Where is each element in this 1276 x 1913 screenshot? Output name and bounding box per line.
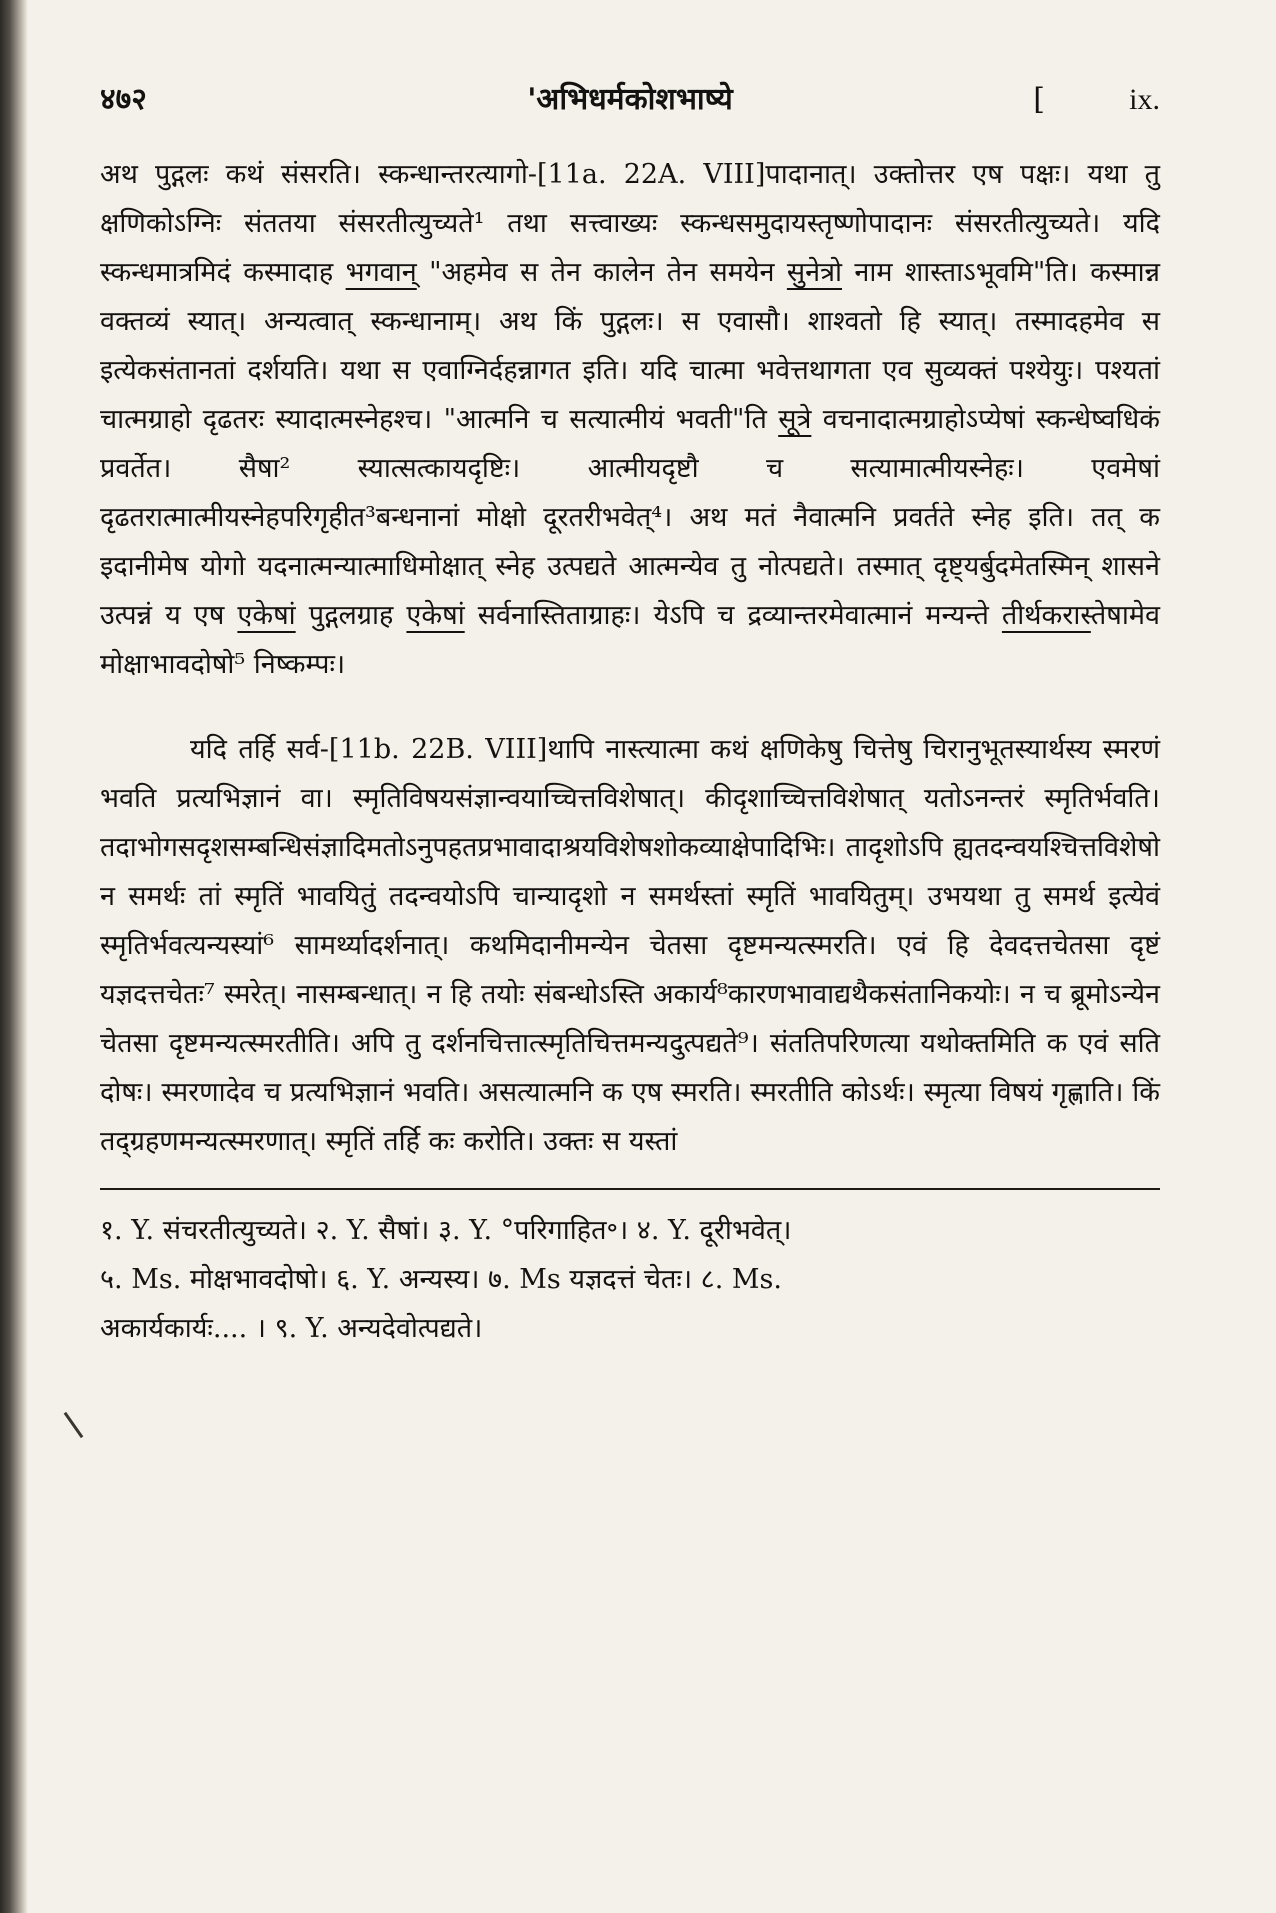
book-page bbox=[100, 70, 1160, 1353]
underlined-term: सुनेत्रो bbox=[786, 257, 843, 288]
underlined-term: तीर्थकरास् bbox=[1001, 600, 1091, 631]
footnotes bbox=[100, 1206, 1160, 1353]
text-run: वचनादात्मग्राहोऽप्येषां स्कन्धेष्वधिकं प्रवर्तेत। सैषा² स्यात्सत्कायदृष्टिः। आत्मीयदृष्टौ च सत्यामात्मीयस्नेहः। एवमेषां दृढतरात्मात्मीयस्नेहपरिगृहीत³बन्धनानां मोक्षो दूरतरीभवेत्⁴। अथ मतं नैवात्मनि प्रवर्तते स्नेह इति। तत् क इदानीमेष योगो यदनात्मन्यात्माधिमोक्षात् स्नेह उत्पद्यते आत्मन्येव तु नोत्पद्यते। तस्मात् दृष्ट्यर्बुदमेतस्मिन् शासने उत्पन्नं य एष bbox=[100, 404, 1160, 631]
underlined-term: एकेषां bbox=[237, 600, 296, 631]
text-run: सर्वनास्तिताग्राहः। येऽपि च द्रव्यान्तरमेवात्मानं मन्यन्ते bbox=[464, 600, 1002, 631]
underlined-term: सूत्रे bbox=[778, 404, 812, 435]
text-run: "अहमेव स तेन कालेन तेन समयेन bbox=[416, 257, 787, 288]
underlined-term: एकेषां bbox=[406, 600, 465, 631]
main-text bbox=[100, 150, 1160, 1166]
footnote-line: १. Y. संचरतीत्युच्यते। २. Y. सैषां। ३. Y. °परिगाहित॰। ४. Y. दूरीभवेत्। bbox=[100, 1215, 792, 1246]
paragraph-2 bbox=[100, 725, 1160, 1166]
underlined-term: भगवान् bbox=[345, 257, 417, 288]
text-run: यदि तर्हि सर्व-[11b. 22B. VIII]थापि नास्त्यात्मा कथं क्षणिकेषु चित्तेषु चिरानुभूतस्यार्थस्य स्मरणं भवति प्रत्यभिज्ञानं वा। स्मृतिविषयसंज्ञान्वयाच्चित्तविशेषात्। कीदृशाच्चित्तविशेषात् यतोऽनन्तरं स्मृतिर्भवति। तदाभोगसदृशसम्बन्धिसंज्ञादिमतोऽनुपहतप्रभावादाश्रयविशेषशोकव्याक्षेपादिभिः। तादृशोऽपि ह्यतदन्वयश्चित्तविशेषो न समर्थः तां स्मृतिं भावयितुं तदन्वयोऽपि चान्यादृशो न समर्थस्तां स्मृतिं भावयितुम्। उभयथा तु समर्थ इत्येवं स्मृतिर्भवत्यन्यस्यां⁶ सामर्थ्यादर्शनात्। कथमिदानीमन्येन चेतसा दृष्टमन्यत्स्मरति। एवं हि देवदत्तचेतसा दृष्टं यज्ञदत्तचेतः⁷ स्मरेत्। नासम्बन्धात्। न हि तयोः संबन्धोऽस्ति अकार्य⁸कारणभावाद्यथैकसंतानिकयोः। न च ब्रूमोऽन्येन चेतसा दृष्टमन्यत्स्मरतीति। अपि तु दर्शनचित्तात्स्मृतिचित्तमन्यदुत्पद्यते⁹। संततिपरिणत्या यथोक्तमिति क एवं सति दोषः। स्मरणादेव च प्रत्यभिज्ञानं भवति। असत्यात्मनि क एष स्मरति। स्मरतीति कोऽर्थः। स्मृत्या विषयं गृह्णाति। किं तद्ग्रहणमन्यत्स्मरणात्। स्मृतिं तर्हि कः करोति। उक्तः स यस्तां bbox=[100, 734, 1160, 1157]
text-run: अथ पुद्गलः कथं संसरति। स्कन्धान्तरत्यागो-[11a. 22A. VIII]पादानात्। उक्तोत्तर एष पक्षः। यथा तु क्षणिकोऽग्निः संततया संसरतीत्युच्यते¹ तथा सत्त्वाख्यः स्कन्धसमुदायस्तृष्णोपादानः संसरतीत्युच्यते। यदि स्कन्धमात्रमिदं कस्मादाह bbox=[100, 159, 1160, 288]
binding-shadow bbox=[0, 0, 28, 1913]
footnote-divider bbox=[100, 1188, 1160, 1190]
page-header bbox=[100, 70, 1160, 130]
page-number: ४७२ bbox=[100, 82, 147, 117]
footnote-line: ५. Ms. मोक्षभावदोषो। ६. Y. अन्यस्य। ७. Ms यज्ञदत्तं चेतः। ८. Ms. bbox=[100, 1264, 782, 1295]
paragraph-1 bbox=[100, 150, 1160, 689]
header-bracket: [ bbox=[1033, 82, 1045, 117]
text-run: पुद्गलग्राह bbox=[295, 600, 407, 631]
running-title: 'अभिधर्मकोशभाष्ये bbox=[527, 82, 733, 117]
chapter-number: ix. bbox=[1129, 83, 1160, 116]
stray-ink-mark bbox=[64, 1412, 84, 1438]
text-run: तेषामेव मोक्षाभावदोषो⁵ निष्कम्पः। bbox=[100, 600, 1160, 680]
footnote-line: अकार्यकार्यः.... । ९. Y. अन्यदेवोत्पद्यते। bbox=[100, 1313, 483, 1344]
text-run: नाम शास्ताऽभूवमि"ति। कस्मान्न वक्तव्यं स्यात्। अन्यत्वात् स्कन्धानाम्। अथ किं पुद्गलः। स एवासौ। शाश्वतो हि स्यात्। तस्मादहमेव स इत्येकसंतानतां दर्शयति। यथा स एवाग्निर्दहन्नागत इति। यदि चात्मा भवेत्तथागता एव सुव्यक्तं पश्येयुः। पश्यतां चात्मग्राहो दृढतरः स्यादात्मस्नेहश्च। "आत्मनि च सत्यात्मीयं भवती"ति bbox=[100, 257, 1161, 435]
